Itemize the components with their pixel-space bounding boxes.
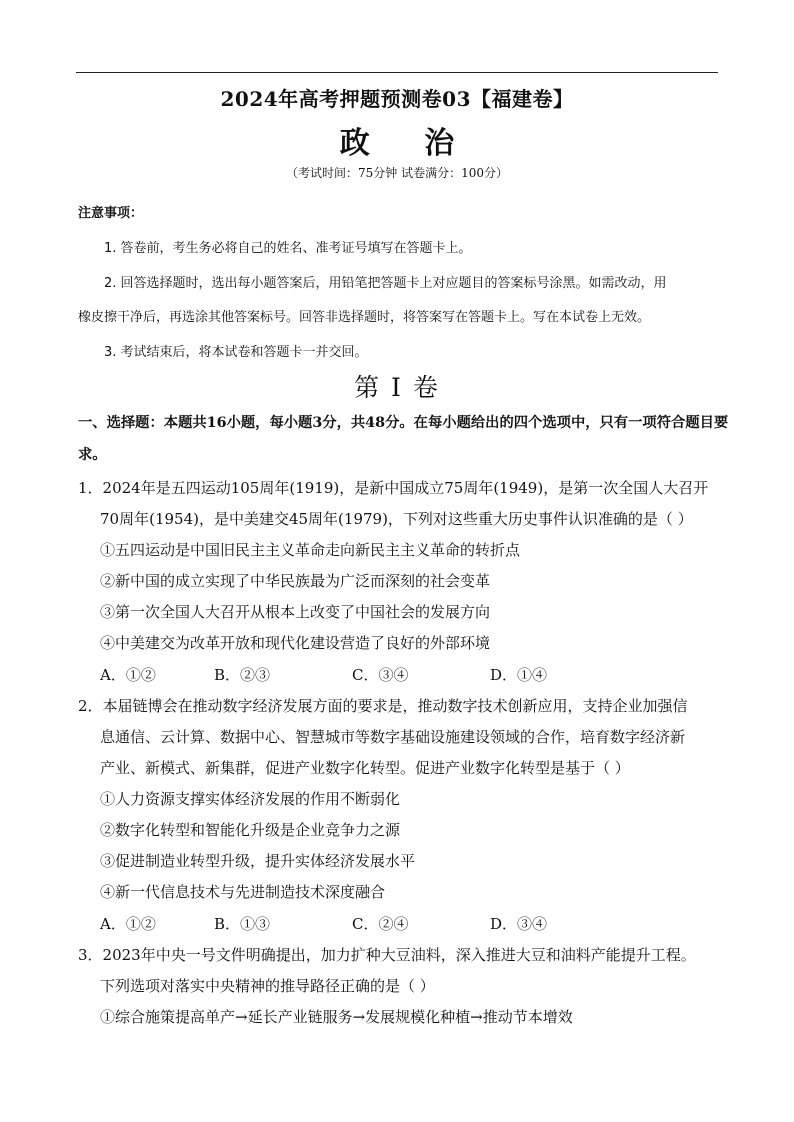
q1-option-d[interactable]: D．①④ <box>490 666 548 684</box>
subject-title: 政 治 <box>339 126 477 161</box>
q2-stem-line-2: 息通信、云计算、数据中心、智慧城市等数字基础设施建设领域的合作，培育数字经济新 <box>100 728 686 746</box>
notice-item-3: 3. 考试结束后，将本试卷和答题卡一并交回。 <box>104 345 368 360</box>
q1-statement-4: ④中美建交为改革开放和现代化建设营造了良好的外部环境 <box>100 634 491 652</box>
q1-stem-line-1: 1．2024年是五四运动105周年(1919)，是新中国成立75周年(1949)，是第一次全国人大召开 <box>78 479 709 497</box>
q1-statement-3: ③第一次全国人大召开从根本上改变了中国社会的发展方向 <box>100 603 491 621</box>
section-title: 第 I 卷 <box>354 373 440 402</box>
header-rule <box>76 72 718 73</box>
q2-statement-4: ④新一代信息技术与先进制造技术深度融合 <box>100 883 386 901</box>
exam-info: （考试时间：75分钟 试卷满分：100分） <box>286 166 508 180</box>
q3-stem-line-2: 下列选项对落实中央精神的推导路径正确的是（ ） <box>100 977 435 995</box>
section-instructions-line-2: 求。 <box>78 447 107 463</box>
exam-title: 2024年高考押题预测卷03【福建卷】 <box>220 87 574 111</box>
q2-statement-3: ③促进制造业转型升级，提升实体经济发展水平 <box>100 852 416 870</box>
q1-statement-1: ①五四运动是中国旧民主主义革命走向新民主主义革命的转折点 <box>100 541 521 559</box>
notice-title: 注意事项： <box>78 206 144 221</box>
q2-stem-line-3: 产业、新模式、新集群，促进产业数字化转型。促进产业数字化转型是基于（ ） <box>100 759 630 777</box>
q1-stem-line-2: 70周年(1954)，是中美建交45周年(1979)，下列对这些重大历史事件认识准确的是（ ） <box>100 510 693 528</box>
notice-item-2-line-2: 橡皮擦干净后，再选涂其他答案标号。回答非选择题时，将答案写在答题卡上。写在本试卷上无效。 <box>78 310 651 325</box>
notice-item-2-line-1: 2. 回答选择题时，选出每小题答案后，用铅笔把答题卡上对应题目的答案标号涂黑。如需改动，用 <box>104 276 667 291</box>
q1-option-b[interactable]: B．②③ <box>214 666 271 684</box>
q2-option-b[interactable]: B．①③ <box>214 915 271 933</box>
q2-option-c[interactable]: C．②④ <box>352 915 409 933</box>
q1-option-a[interactable]: A．①② <box>100 666 156 684</box>
q3-statement-1: ①综合施策提高单产→延长产业链服务→发展规模化种植→推动节本增效 <box>100 1008 573 1026</box>
notice-item-1: 1. 答卷前，考生务必将自己的姓名、准考证号填写在答题卡上。 <box>104 241 472 256</box>
q2-statement-2: ②数字化转型和智能化升级是企业竞争力之源 <box>100 821 401 839</box>
q2-option-a[interactable]: A．①② <box>100 915 156 933</box>
q2-stem-line-1: 2．本届链博会在推动数字经济发展方面的要求是，推动数字技术创新应用，支持企业加强信 <box>78 697 688 715</box>
q2-statement-1: ①人力资源支撑实体经济发展的作用不断弱化 <box>100 790 401 808</box>
q3-stem-line-1: 3．2023年中央一号文件明确提出，加力扩种大豆油料，深入推进大豆和油料产能提升工程。 <box>78 946 696 964</box>
q1-option-c[interactable]: C．③④ <box>352 666 409 684</box>
section-instructions-line-1: 一、选择题：本题共16小题，每小题3分，共48分。在每小题给出的四个选项中，只有一项符合题目要 <box>78 415 729 431</box>
q1-statement-2: ②新中国的成立实现了中华民族最为广泛而深刻的社会变革 <box>100 572 491 590</box>
q2-option-d[interactable]: D．③④ <box>490 915 548 933</box>
